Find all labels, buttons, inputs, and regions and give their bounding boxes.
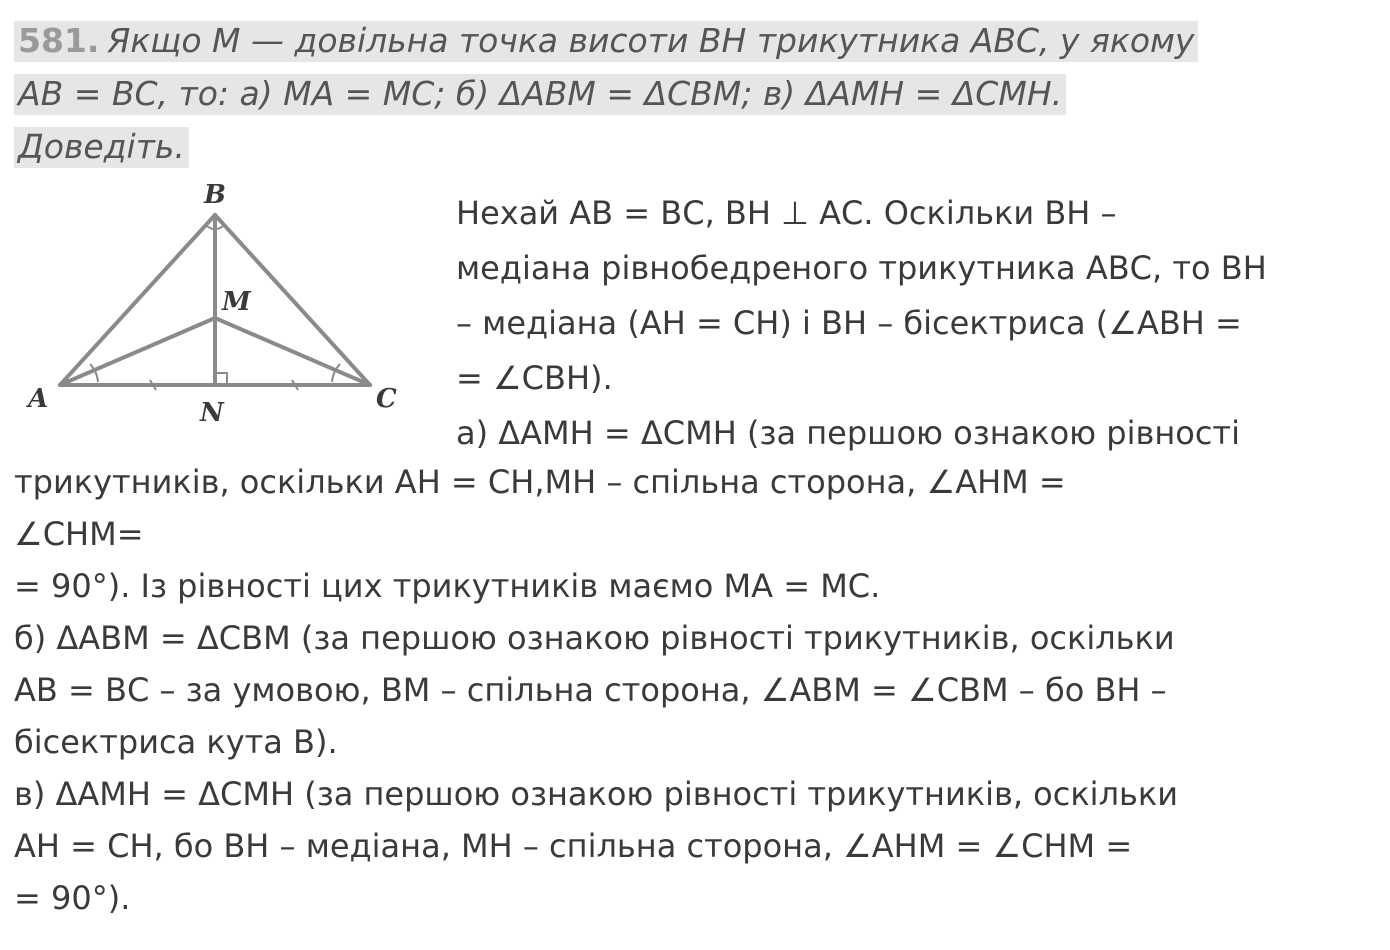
triangle-svg <box>20 175 420 435</box>
solution-line: медіана рівнобедреного трикутника АВС, то ВН <box>456 249 1267 287</box>
solution-line: = 90°). Із рівності цих трикутників маємо МА = МС. <box>14 567 881 605</box>
solution-line: бісектриса кута В). <box>14 723 338 761</box>
problem-statement <box>14 14 1344 173</box>
solution-line: АВ = ВС – за умовою, ВМ – спільна сторона, ∠АВМ = ∠СВМ – бо ВН – <box>14 671 1167 709</box>
side-ab <box>60 215 215 385</box>
problem-line-3 <box>14 120 1344 173</box>
problem-line-2 <box>14 67 1344 120</box>
solution-line: ∠СНМ= <box>14 515 144 553</box>
solution-full-text <box>14 456 1384 924</box>
solution-line: Нехай АВ = ВС, ВН ⊥ АС. Оскільки ВН – <box>456 194 1117 232</box>
label-b: B <box>204 180 226 210</box>
solution-line: АН = СН, бо ВН – медіана, МН – спільна сторона, ∠АНМ = ∠СНМ = <box>14 827 1133 865</box>
problem-text-2: АВ = ВС, то: а) МА = МС; б) ΔАВМ = ΔСВМ; в) ΔАМН = ΔСМН. <box>14 74 1066 115</box>
segment-am <box>60 318 215 385</box>
solution-line: б) ΔАВМ = ΔСВМ (за першою ознакою рівності трикутників, оскільки <box>14 619 1175 657</box>
problem-text-3: Доведіть. <box>14 127 189 168</box>
problem-text-1: Якщо М — довільна точка висоти ВН трикутника АВС, у якому <box>107 21 1195 60</box>
solution-line: = 90°). <box>14 879 131 917</box>
solution-line: трикутників, оскільки АН = СН,МН – спільна сторона, ∠АНМ = <box>14 463 1066 501</box>
solution-side-text <box>456 186 1386 461</box>
solution-line: – медіана (АН = СН) і ВН – бісектриса (∠АВН = <box>456 304 1242 342</box>
problem-number: 581. <box>18 21 100 60</box>
solution-line: = ∠СВН). <box>456 359 613 397</box>
segment-cm <box>215 318 370 385</box>
triangle-diagram <box>20 175 420 435</box>
label-m: M <box>222 287 251 317</box>
solution-line: в) ΔАМН = ΔСМН (за першою ознакою рівності трикутників, оскільки <box>14 775 1178 813</box>
label-n: N <box>200 398 224 428</box>
label-c: C <box>376 384 397 414</box>
problem-line-1 <box>14 14 1344 67</box>
label-a: A <box>28 384 49 414</box>
solution-line: а) ΔАМН = ΔСМН (за першою ознакою рівності <box>456 414 1240 452</box>
